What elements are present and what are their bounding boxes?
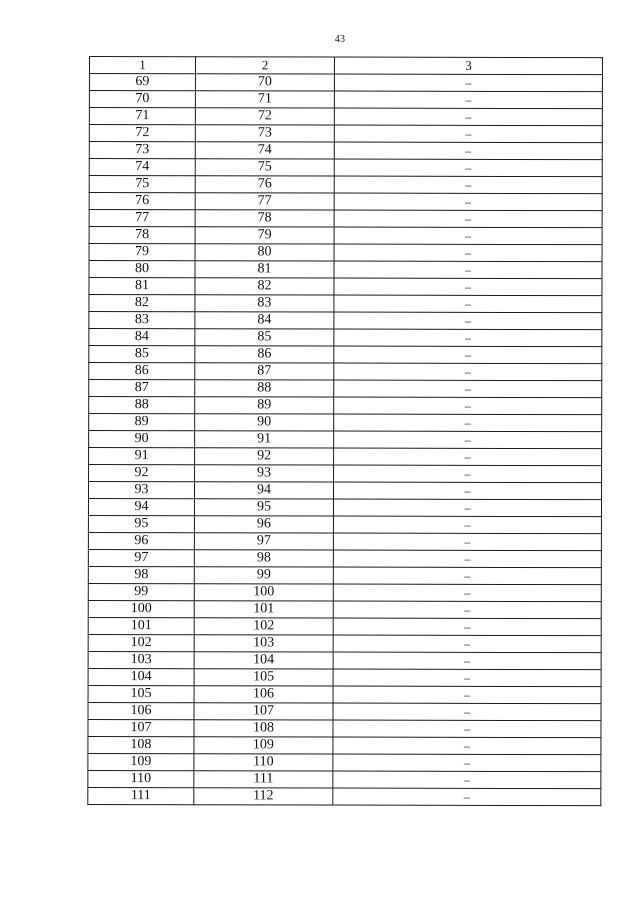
table-cell-col2: 80 <box>195 244 334 261</box>
table-cell-col1: 100 <box>88 600 194 617</box>
table-row <box>88 702 601 720</box>
table-row <box>89 261 602 279</box>
table-cell-col3: – <box>333 703 601 721</box>
table-cell-col3: – <box>333 584 601 602</box>
table-row <box>89 295 602 313</box>
table-cell-col1: 97 <box>88 549 194 566</box>
table-row <box>88 566 601 584</box>
table-row <box>89 142 602 160</box>
table-cell-col1: 91 <box>89 448 195 465</box>
table-cell-col3: – <box>333 737 601 755</box>
table-row <box>88 787 601 805</box>
table-row <box>89 363 602 381</box>
header-row <box>89 57 602 75</box>
table-row <box>88 685 601 703</box>
table-cell-col1: 82 <box>89 295 195 312</box>
column-header-1: 1 <box>89 57 195 74</box>
table-row <box>88 634 601 652</box>
table-cell-col3: – <box>333 652 601 670</box>
table-cell-col2: 104 <box>194 652 333 669</box>
table-row <box>89 346 602 364</box>
table-cell-col2: 97 <box>194 533 333 550</box>
table-row <box>88 668 601 686</box>
table-cell-col2: 95 <box>194 499 333 516</box>
table-cell-col1: 75 <box>89 176 195 193</box>
table-cell-col2: 93 <box>195 465 334 482</box>
column-header-2: 2 <box>195 57 334 74</box>
table-cell-col3: – <box>334 176 602 194</box>
table-cell-col3: – <box>334 380 602 398</box>
table-cell-col3: – <box>333 618 601 636</box>
table-row <box>89 329 602 347</box>
table-cell-col1: 73 <box>89 142 195 159</box>
table-cell-col3: – <box>333 550 601 568</box>
table-cell-col3: – <box>334 346 602 364</box>
table-cell-col2: 111 <box>194 771 333 788</box>
page-number: 43 <box>334 34 346 45</box>
table-cell-col2: 81 <box>195 261 334 278</box>
table-row <box>89 193 602 211</box>
table-cell-col3: – <box>334 448 602 466</box>
table-row <box>88 719 601 737</box>
table-cell-col1: 102 <box>88 634 194 651</box>
table-cell-col2: 102 <box>194 618 333 635</box>
table-row <box>89 210 602 228</box>
table-cell-col3: – <box>334 363 602 381</box>
data-table <box>87 56 603 806</box>
table-cell-col3: – <box>334 278 602 296</box>
table-cell-col3: – <box>333 635 601 653</box>
table-cell-col3: – <box>333 788 601 806</box>
table-cell-col1: 110 <box>88 770 194 787</box>
table-row <box>88 600 601 618</box>
table-cell-col2: 77 <box>195 193 334 210</box>
table-cell-col3: – <box>334 193 602 211</box>
table-cell-col2: 82 <box>195 278 334 295</box>
table-cell-col3: – <box>334 159 602 177</box>
table-cell-col2: 75 <box>195 159 334 176</box>
table-row <box>89 176 602 194</box>
table-row <box>89 380 602 398</box>
table-cell-col2: 72 <box>195 108 334 125</box>
table-cell-col1: 106 <box>88 702 194 719</box>
table-cell-col1: 77 <box>89 210 195 227</box>
table-cell-col3: – <box>333 533 601 551</box>
table-cell-col3: – <box>333 720 601 738</box>
table-cell-col2: 100 <box>194 584 333 601</box>
table-row <box>89 227 602 245</box>
table-row <box>88 753 601 771</box>
table-cell-col1: 89 <box>89 414 195 431</box>
table-cell-col1: 78 <box>89 227 195 244</box>
table-cell-col1: 86 <box>89 363 195 380</box>
table-cell-col1: 80 <box>89 261 195 278</box>
table-cell-col3: – <box>333 771 601 789</box>
table-cell-col2: 87 <box>195 363 334 380</box>
table-cell-col2: 78 <box>195 210 334 227</box>
table-cell-col3: – <box>334 312 602 330</box>
table-cell-col1: 90 <box>89 431 195 448</box>
table-row <box>88 770 601 788</box>
table-cell-col1: 74 <box>89 159 195 176</box>
table-row <box>88 583 601 601</box>
table-cell-col1: 94 <box>88 499 194 516</box>
table-cell-col1: 81 <box>89 278 195 295</box>
table-cell-col2: 105 <box>194 669 333 686</box>
table-cell-col1: 99 <box>88 583 194 600</box>
table-cell-col1: 103 <box>88 651 194 668</box>
table-row <box>89 108 602 126</box>
table-cell-col3: – <box>334 108 602 126</box>
table-row <box>88 549 601 567</box>
table-row <box>89 312 602 330</box>
table-cell-col3: – <box>334 295 602 313</box>
table-cell-col2: 85 <box>195 329 334 346</box>
table-cell-col3: – <box>333 754 601 772</box>
table-cell-col1: 107 <box>88 719 194 736</box>
table-row <box>89 448 602 466</box>
table-cell-col2: 92 <box>195 448 334 465</box>
table-cell-col2: 109 <box>194 737 333 754</box>
table-cell-col2: 96 <box>194 516 333 533</box>
table-cell-col2: 91 <box>195 431 334 448</box>
table-cell-col1: 87 <box>89 380 195 397</box>
table-cell-col2: 107 <box>194 703 333 720</box>
table-cell-col1: 96 <box>88 532 194 549</box>
table-cell-col2: 70 <box>195 74 334 91</box>
table-cell-col1: 79 <box>89 244 195 261</box>
table-cell-col2: 73 <box>195 125 334 142</box>
column-header-3: 3 <box>334 57 602 75</box>
table-body <box>88 74 603 806</box>
table-row <box>89 465 602 483</box>
table-cell-col2: 106 <box>194 686 333 703</box>
table-row <box>89 125 602 143</box>
table-row <box>88 499 601 517</box>
table-header <box>89 57 602 75</box>
table-cell-col1: 88 <box>89 397 195 414</box>
table-cell-col3: – <box>334 74 602 92</box>
table-cell-col2: 86 <box>195 346 334 363</box>
table-cell-col3: – <box>334 329 602 347</box>
table-cell-col3: – <box>334 125 602 143</box>
table-cell-col3: – <box>333 686 601 704</box>
table-cell-col2: 76 <box>195 176 334 193</box>
table-row <box>89 74 602 92</box>
table-row <box>89 397 602 415</box>
table-row <box>89 159 602 177</box>
table-cell-col2: 103 <box>194 635 333 652</box>
table-cell-col3: – <box>333 482 601 500</box>
table-cell-col3: – <box>334 431 602 449</box>
table-cell-col2: 108 <box>194 720 333 737</box>
table-cell-col2: 89 <box>195 397 334 414</box>
table-cell-col3: – <box>334 227 602 245</box>
table-row <box>89 278 602 296</box>
table-cell-col2: 101 <box>194 601 333 618</box>
table-cell-col2: 74 <box>195 142 334 159</box>
table-cell-col3: – <box>333 669 601 687</box>
table-cell-col2: 99 <box>194 567 333 584</box>
table-cell-col1: 98 <box>88 566 194 583</box>
table-cell-col3: – <box>334 414 602 432</box>
table-row <box>88 515 601 533</box>
table-cell-col1: 95 <box>88 515 194 532</box>
table-cell-col3: – <box>334 91 602 109</box>
table-cell-col1: 92 <box>89 465 195 482</box>
table-container <box>87 56 602 806</box>
table-cell-col3: – <box>333 567 601 585</box>
table-cell-col2: 71 <box>195 91 334 108</box>
table-cell-col2: 79 <box>195 227 334 244</box>
table-cell-col2: 112 <box>194 788 333 805</box>
table-cell-col3: – <box>334 210 602 228</box>
table-cell-col3: – <box>333 516 601 534</box>
table-cell-col1: 109 <box>88 753 194 770</box>
table-cell-col2: 88 <box>195 380 334 397</box>
table-cell-col1: 85 <box>89 346 195 363</box>
table-cell-col1: 76 <box>89 193 195 210</box>
table-cell-col2: 98 <box>194 550 333 567</box>
table-row <box>88 532 601 550</box>
table-cell-col2: 90 <box>195 414 334 431</box>
table-cell-col1: 104 <box>88 668 194 685</box>
table-row <box>88 617 601 635</box>
table-cell-col1: 69 <box>89 74 195 91</box>
table-cell-col2: 83 <box>195 295 334 312</box>
table-cell-col3: – <box>333 499 601 517</box>
table-row <box>89 431 602 449</box>
table-cell-col1: 101 <box>88 617 194 634</box>
table-row <box>89 244 602 262</box>
table-cell-col3: – <box>334 397 602 415</box>
table-cell-col2: 94 <box>194 482 333 499</box>
table-cell-col3: – <box>334 465 602 483</box>
table-cell-col3: – <box>334 261 602 279</box>
table-cell-col3: – <box>334 142 602 160</box>
table-cell-col1: 93 <box>88 482 194 499</box>
table-row <box>88 651 601 669</box>
table-cell-col2: 110 <box>194 754 333 771</box>
table-cell-col1: 70 <box>89 91 195 108</box>
table-cell-col1: 105 <box>88 685 194 702</box>
table-cell-col1: 72 <box>89 125 195 142</box>
table-cell-col2: 84 <box>195 312 334 329</box>
table-cell-col1: 84 <box>89 329 195 346</box>
table-cell-col1: 83 <box>89 312 195 329</box>
table-cell-col1: 71 <box>89 108 195 125</box>
table-row <box>89 414 602 432</box>
table-cell-col3: – <box>334 244 602 262</box>
table-cell-col3: – <box>333 601 601 619</box>
table-cell-col1: 111 <box>88 787 194 804</box>
table-row <box>88 482 601 500</box>
table-cell-col1: 108 <box>88 736 194 753</box>
table-row <box>89 91 602 109</box>
table-row <box>88 736 601 754</box>
